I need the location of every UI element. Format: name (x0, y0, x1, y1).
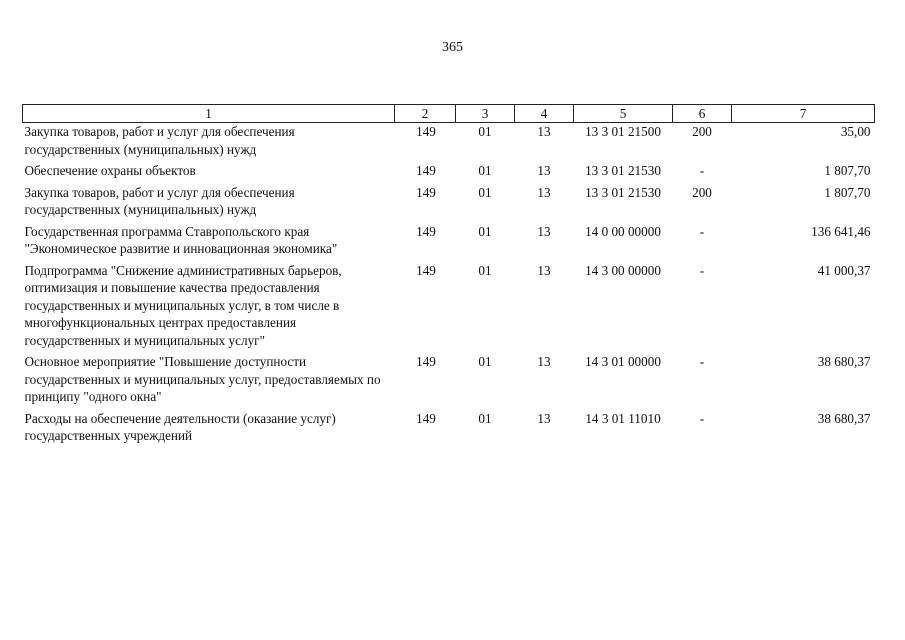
row-name: Закупка товаров, работ и услуг для обеспечения государственных (муниципальных) нужд (24, 184, 295, 217)
table-row (23, 262, 875, 354)
row-admin-code: 149 (416, 354, 436, 369)
table-row (23, 162, 875, 184)
table-header-row (23, 105, 875, 123)
row-section: 01 (478, 124, 492, 139)
row-target-code: 14 3 00 00000 (585, 262, 661, 278)
row-target-code: 14 3 01 11010 (585, 410, 661, 426)
row-name: Основное мероприятие "Повышение доступности государственных и муниципальных услуг, предоставляемых по принципу "одного окна" (24, 354, 381, 404)
row-subsection: 13 (537, 223, 551, 239)
table-row (23, 184, 875, 223)
row-target-code: 14 0 00 00000 (585, 223, 661, 239)
row-expense-type: 200 (692, 124, 712, 139)
row-expense-type: 200 (692, 184, 712, 200)
row-amount: 136 641,46 (811, 223, 871, 239)
row-expense-type: - (699, 354, 705, 369)
row-section: 01 (478, 184, 492, 200)
row-name: Подпрограмма "Снижение административных барьеров, оптимизация и повышение качества предоставления государственных и муниципальных услуг, в том числе в многофункциональных центрах предоставления государственных и муниципальных услуг" (24, 262, 342, 348)
row-subsection: 13 (537, 410, 551, 426)
budget-table (22, 104, 875, 449)
row-subsection: 13 (537, 354, 551, 369)
row-section: 01 (478, 163, 492, 178)
table-row (23, 123, 875, 163)
row-name: Расходы на обеспечение деятельности (оказание услуг) государственных учреждений (24, 410, 336, 443)
row-amount: 35,00 (840, 124, 871, 139)
row-admin-code: 149 (416, 410, 436, 426)
column-header-7: 7 (732, 105, 875, 123)
row-subsection: 13 (537, 262, 551, 278)
table-row (23, 223, 875, 262)
row-subsection: 13 (537, 163, 551, 178)
row-amount: 38 680,37 (817, 410, 871, 426)
row-expense-type: - (699, 410, 705, 426)
row-amount: 1 807,70 (824, 184, 871, 200)
row-target-code: 14 3 01 00000 (585, 354, 661, 369)
row-section: 01 (478, 410, 492, 426)
page-number: 365 (442, 40, 463, 55)
column-header-5: 5 (574, 105, 673, 123)
row-admin-code: 149 (416, 124, 436, 139)
row-admin-code: 149 (416, 262, 436, 278)
row-section: 01 (478, 262, 492, 278)
row-admin-code: 149 (416, 223, 436, 239)
table-row (23, 410, 875, 449)
row-name: Обеспечение охраны объектов (24, 163, 196, 178)
row-target-code: 13 3 01 21500 (585, 124, 661, 139)
column-header-6: 6 (673, 105, 732, 123)
table-row (23, 353, 875, 410)
row-target-code: 13 3 01 21530 (585, 163, 661, 178)
row-subsection: 13 (537, 184, 551, 200)
row-amount: 38 680,37 (817, 354, 871, 369)
column-header-2: 2 (395, 105, 456, 123)
column-header-3: 3 (456, 105, 515, 123)
row-name: Закупка товаров, работ и услуг для обеспечения государственных (муниципальных) нужд (24, 124, 295, 157)
row-target-code: 13 3 01 21530 (585, 184, 661, 200)
column-header-4: 4 (515, 105, 574, 123)
row-expense-type: - (699, 163, 705, 178)
row-section: 01 (478, 354, 492, 369)
row-amount: 41 000,37 (817, 262, 871, 278)
row-admin-code: 149 (416, 184, 436, 200)
row-section: 01 (478, 223, 492, 239)
row-subsection: 13 (537, 124, 551, 139)
column-header-1: 1 (23, 105, 395, 123)
row-expense-type: - (699, 223, 705, 239)
row-admin-code: 149 (416, 163, 436, 178)
row-amount: 1 807,70 (824, 163, 871, 178)
row-name: Государственная программа Ставропольского края "Экономическое развитие и инновационная экономика" (24, 223, 338, 256)
row-expense-type: - (699, 262, 705, 278)
